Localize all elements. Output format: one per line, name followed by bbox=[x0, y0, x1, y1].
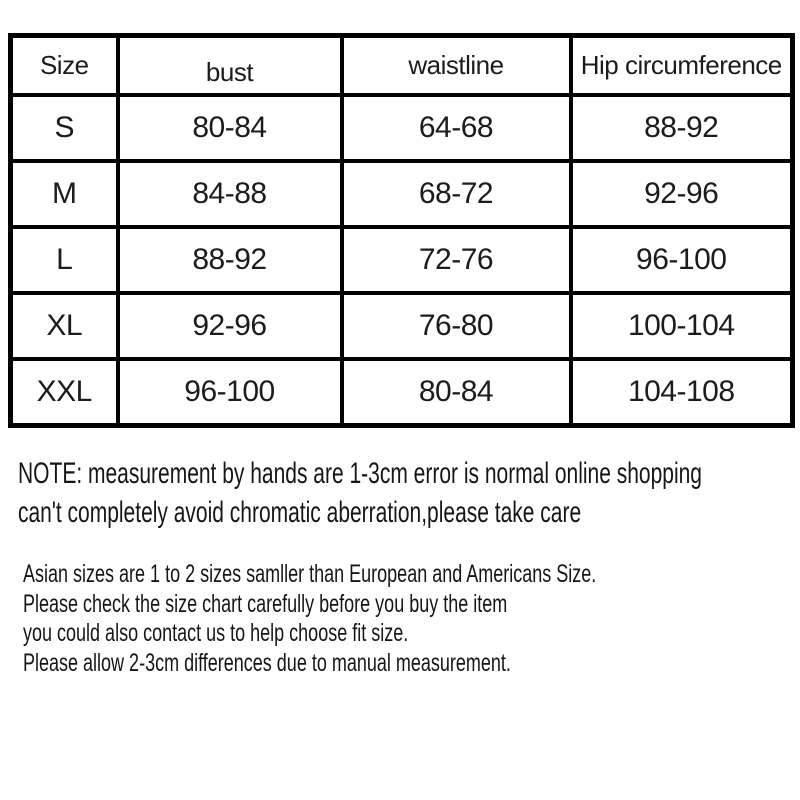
cell-size: S bbox=[11, 95, 118, 161]
cell-hip: 88-92 bbox=[571, 95, 793, 161]
cell-hip: 100-104 bbox=[571, 293, 793, 359]
tip-line-4: Please allow 2-3cm differences due to manual measurement. bbox=[23, 648, 511, 677]
cell-waistline: 68-72 bbox=[342, 161, 571, 227]
table-row-s bbox=[11, 95, 793, 161]
tip-line-3: you could also contact us to help choose fit size. bbox=[23, 619, 409, 647]
column-header-bust bbox=[118, 36, 342, 96]
cell-bust: 84-88 bbox=[118, 161, 342, 227]
cell-waistline: 76-80 bbox=[342, 293, 571, 359]
note-line-1: NOTE: measurement by hands are 1-3cm error is normal online shopping bbox=[18, 457, 702, 490]
cell-waistline: 72-76 bbox=[342, 227, 571, 293]
note-line-2: can't completely avoid chromatic aberration,please take care bbox=[18, 496, 582, 529]
cell-size: M bbox=[11, 161, 118, 227]
table-row-l bbox=[11, 227, 793, 293]
table-row-xl bbox=[11, 293, 793, 359]
table-row-xxl bbox=[11, 359, 793, 426]
cell-hip: 92-96 bbox=[571, 161, 793, 227]
tip-line-1: Asian sizes are 1 to 2 sizes samller than European and Americans Size. bbox=[23, 560, 597, 588]
column-header-size: Size bbox=[11, 36, 118, 96]
cell-size: XXL bbox=[11, 359, 118, 426]
table-row-m bbox=[11, 161, 793, 227]
cell-size: L bbox=[11, 227, 118, 293]
sizing-tips bbox=[23, 560, 596, 678]
cell-hip: 96-100 bbox=[571, 227, 793, 293]
cell-bust: 88-92 bbox=[118, 227, 342, 293]
size-chart bbox=[8, 33, 795, 428]
cell-size: XL bbox=[11, 293, 118, 359]
tip-line-2: Please check the size chart carefully before you buy the item bbox=[23, 589, 508, 618]
cell-bust: 80-84 bbox=[118, 95, 342, 161]
cell-waistline: 80-84 bbox=[342, 359, 571, 426]
column-header-hip: Hip circumference bbox=[571, 36, 793, 96]
column-header-waistline: waistline bbox=[342, 36, 571, 96]
header-row bbox=[11, 36, 793, 96]
cell-bust: 96-100 bbox=[118, 359, 342, 426]
cell-bust: 92-96 bbox=[118, 293, 342, 359]
column-header-bust-label: bust bbox=[205, 57, 254, 87]
measurement-note bbox=[18, 454, 702, 532]
cell-hip: 104-108 bbox=[571, 359, 793, 426]
cell-waistline: 64-68 bbox=[342, 95, 571, 161]
size-chart-table bbox=[8, 33, 795, 428]
